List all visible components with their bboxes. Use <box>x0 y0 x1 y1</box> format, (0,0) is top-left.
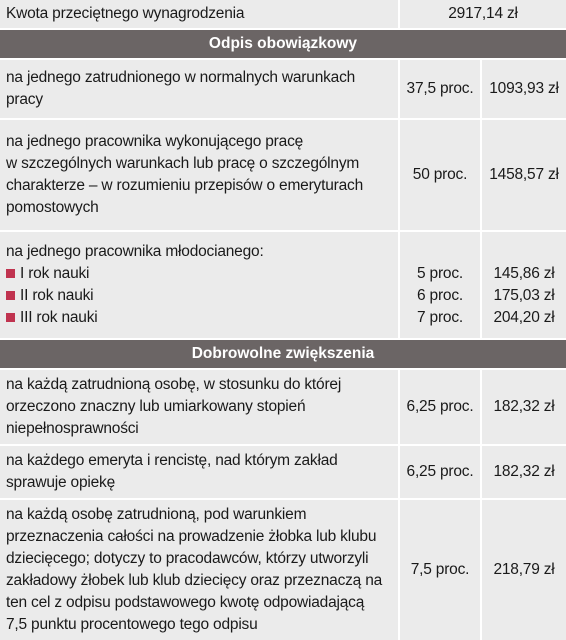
description-line: sprawuje opiekę <box>6 474 116 491</box>
square-bullet-icon <box>6 313 15 322</box>
square-bullet-icon <box>6 269 15 278</box>
juvenile-subitem <box>6 285 264 307</box>
description-cell <box>0 446 398 498</box>
percent-cell <box>400 370 480 444</box>
percent-value: 6,25 proc. <box>406 398 474 415</box>
description-cell <box>0 60 398 118</box>
percent-value: 6,25 proc. <box>406 463 474 480</box>
amount-cell <box>482 500 566 640</box>
description-line: 7,5 punktu procentowego tego odpisu <box>6 616 258 633</box>
description-line: na każdego emeryta i rencistę, nad którym zakład <box>6 452 338 469</box>
percent-value: 5 proc. <box>417 265 463 282</box>
amount-value: 182,32 zł <box>493 398 555 415</box>
square-bullet-icon <box>6 291 15 300</box>
juvenile-subitem <box>6 263 264 285</box>
description-line: orzeczono znaczny lub umiarkowany stopień <box>6 398 306 415</box>
description-line: pracy <box>6 91 43 108</box>
average-salary-label-cell <box>0 0 398 28</box>
percent-value: 6 proc. <box>417 287 463 304</box>
average-salary-value-cell <box>400 0 566 28</box>
amount-value: 204,20 zł <box>493 309 555 326</box>
juvenile-subitem <box>6 307 264 329</box>
percent-value: 7 proc. <box>417 309 463 326</box>
column-divider <box>480 60 482 338</box>
amount-value: 1458,57 zł <box>489 166 559 183</box>
description-line: na każdą zatrudnioną osobę, w stosunku do której <box>6 376 342 393</box>
percent-cell <box>400 120 480 230</box>
description-cell <box>0 370 398 444</box>
percent-value: 37,5 proc. <box>406 80 474 97</box>
column-divider <box>398 60 400 338</box>
section-title: Dobrowolne zwiększenia <box>191 345 375 362</box>
average-salary-value: 2917,14 zł <box>448 5 518 22</box>
description-cell <box>0 500 398 640</box>
description-line: ten cel z odpisu podstawowego kwotę odpowiadającą <box>6 594 365 611</box>
row-divider <box>0 28 566 30</box>
percent-cell <box>400 60 480 118</box>
amount-value: 175,03 zł <box>493 287 555 304</box>
description-line: dziecięcego; dotyczy to pracodawców, którzy utworzyli <box>6 550 369 567</box>
description-line: na jednego pracownika wykonującego pracę <box>6 133 304 150</box>
subitem-label: I rok nauki <box>20 265 90 282</box>
amount-cell <box>482 446 566 498</box>
amount-cell <box>482 120 566 230</box>
amount-cell <box>482 60 566 118</box>
amount-value: 145,86 zł <box>493 265 555 282</box>
amount-cell <box>482 370 566 444</box>
percent-value: 50 proc. <box>412 166 468 183</box>
average-salary-row <box>0 0 566 28</box>
description-line: zakładowy żłobek lub klub dziecięcy oraz przeznaczą na <box>6 572 383 589</box>
average-salary-label: Kwota przeciętnego wynagrodzenia <box>6 5 245 22</box>
row-divider <box>0 338 566 340</box>
amount-value: 182,32 zł <box>493 463 555 480</box>
description-line: przeznaczenia całości na prowadzenie żłobka lub klubu <box>6 528 377 545</box>
description-cell <box>0 232 398 338</box>
subitem-label: II rok nauki <box>20 287 94 304</box>
amount-value: 218,79 zł <box>493 561 555 578</box>
percent-value: 7,5 proc. <box>410 561 470 578</box>
description-line: na każdą osobę zatrudnioną, pod warunkiem <box>6 506 307 523</box>
percent-cell <box>400 232 480 338</box>
description-line: w szczególnych warunkach lub pracę o szczególnym <box>6 155 360 172</box>
description-line: charakterze – w rozumieniu przepisów o emeryturach <box>6 177 363 194</box>
amount-value: 1093,93 zł <box>489 80 559 97</box>
amount-cell <box>482 232 566 338</box>
description-cell <box>0 120 398 230</box>
section-header-voluntary <box>0 340 566 368</box>
percent-cell <box>400 500 480 640</box>
description-line: na jednego zatrudnionego w normalnych warunkach <box>6 69 356 86</box>
subitem-label: III rok nauki <box>20 309 98 326</box>
section-header-mandatory <box>0 30 566 58</box>
description-line: niepełnosprawności <box>6 420 139 437</box>
juvenile-intro: na jednego pracownika młodocianego: <box>6 243 264 260</box>
column-divider <box>398 0 400 28</box>
column-divider <box>480 370 482 640</box>
percent-cell <box>400 446 480 498</box>
section-title: Odpis obowiązkowy <box>208 35 358 52</box>
description-line: pomostowych <box>6 199 99 216</box>
column-divider <box>398 370 400 640</box>
